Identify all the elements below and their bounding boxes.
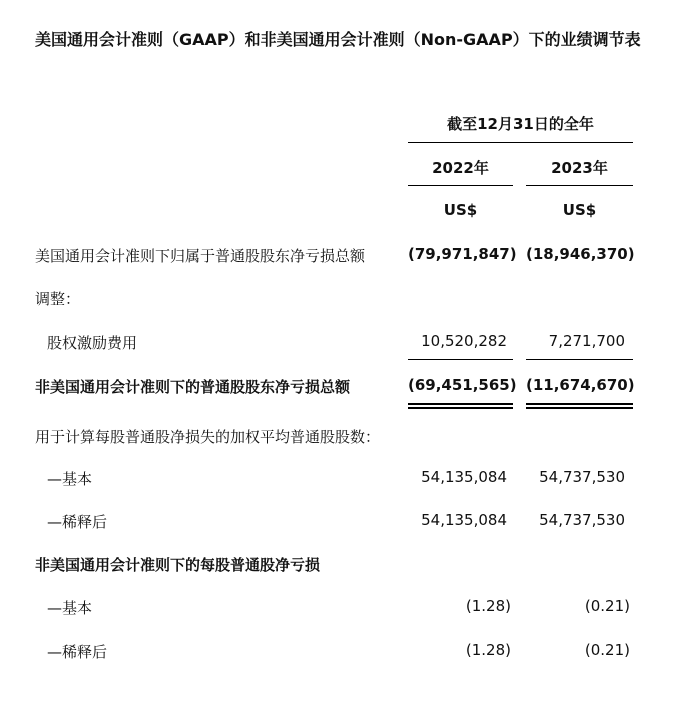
row-label-adjustments: 调整： <box>35 290 81 308</box>
period-underline <box>408 142 633 143</box>
year-underline-2022 <box>408 185 513 186</box>
row-label-gaap-net-loss: 美国通用会计准则下归属于普通股股东净亏损总额 <box>35 247 366 265</box>
value-per-share-diluted-2023: (0.21) <box>584 641 630 659</box>
page-title: 美国通用会计准则（GAAP）和非美国通用会计准则（Non-GAAP）下的业绩调节表 <box>35 30 641 49</box>
row-label-non-gaap-net-loss: 非美国通用会计准则下的普通股股东净亏损总额 <box>35 378 351 396</box>
column-year-2023: 2023年 <box>551 159 608 177</box>
row-label-shares-diluted: —稀释后 <box>47 513 108 531</box>
row-label-per-share-basic: —基本 <box>47 599 93 617</box>
value-per-share-diluted-2022: (1.28) <box>465 641 511 659</box>
value-per-share-basic-2023: (0.21) <box>584 597 630 615</box>
value-gaap-net-loss-2023: (18,946,370) <box>526 245 635 263</box>
value-shares-basic-2022: 54,135,084 <box>421 468 507 486</box>
value-non-gaap-net-loss-2023: (11,674,670) <box>526 376 635 394</box>
column-year-2022: 2022年 <box>432 159 489 177</box>
year-underline-2023 <box>526 185 633 186</box>
value-shares-diluted-2022: 54,135,084 <box>421 511 507 529</box>
row-label-shares-basic: —基本 <box>47 470 93 488</box>
value-per-share-basic-2022: (1.28) <box>465 597 511 615</box>
total-double-rule-2023 <box>526 403 633 409</box>
subtotal-rule-2022 <box>408 359 513 360</box>
value-non-gaap-net-loss-2022: (69,451,565) <box>408 376 517 394</box>
value-gaap-net-loss-2022: (79,971,847) <box>408 245 517 263</box>
value-shares-basic-2023: 54,737,530 <box>539 468 625 486</box>
column-unit-2022: US$ <box>443 201 478 219</box>
value-sbc-2022: 10,520,282 <box>421 332 507 350</box>
row-label-weighted-average-shares: 用于计算每股普通股净损失的加权平均普通股股数： <box>35 428 381 446</box>
row-label-per-share-diluted: —稀释后 <box>47 643 108 661</box>
subtotal-rule-2023 <box>526 359 633 360</box>
period-header: 截至12月31日的全年 <box>447 115 594 133</box>
row-label-non-gaap-loss-per-share: 非美国通用会计准则下的每股普通股净亏损 <box>35 556 321 574</box>
row-label-share-based-compensation: 股权激励费用 <box>47 334 138 352</box>
value-shares-diluted-2023: 54,737,530 <box>539 511 625 529</box>
value-sbc-2023: 7,271,700 <box>548 332 625 350</box>
column-unit-2023: US$ <box>562 201 597 219</box>
total-double-rule-2022 <box>408 403 513 409</box>
